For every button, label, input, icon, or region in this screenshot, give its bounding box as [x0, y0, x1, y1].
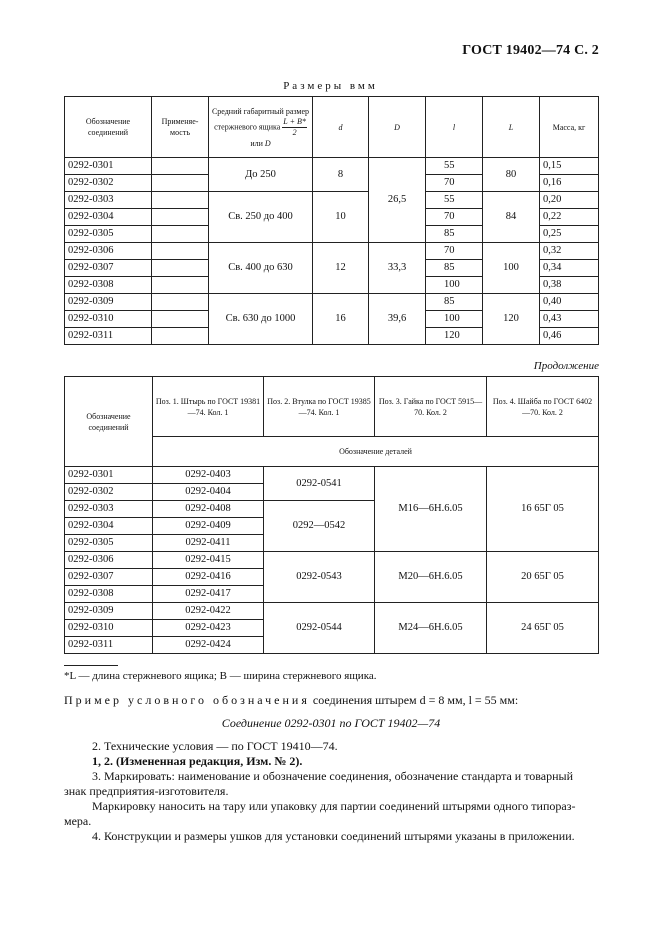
- table-row: [65, 158, 599, 175]
- mass-value: 0,15: [540, 158, 599, 175]
- row-code: 0292-0301: [65, 158, 152, 175]
- washer-code: 20 65Г 05: [487, 552, 599, 603]
- row-code: 0292-0306: [65, 243, 152, 260]
- row-applicability: [152, 311, 209, 328]
- mass-value: 0,32: [540, 243, 599, 260]
- d-value: 10: [313, 192, 369, 243]
- fraction-numerator: L + B*: [283, 116, 306, 126]
- pin-code: 0292-0422: [153, 603, 264, 620]
- row-code: 0292-0311: [65, 637, 153, 654]
- row-code: 0292-0309: [65, 294, 152, 311]
- header-pos4: Поз. 4. Шайба по ГОСТ 6402—70. Кол. 2: [487, 377, 599, 437]
- header-d: d: [313, 97, 369, 158]
- l-value: 70: [426, 243, 483, 260]
- paragraph-4: Маркировку наносить на тару или упаковку для партии соединений штырями одного типораз-мера.: [64, 799, 576, 828]
- header-size-or: или: [250, 138, 263, 148]
- example-designation: Соединение 0292-0301 по ГОСТ 19402—74: [221, 716, 441, 730]
- row-applicability: [152, 328, 209, 345]
- row-applicability: [152, 260, 209, 277]
- mass-value: 0,38: [540, 277, 599, 294]
- header-designation: Обозначение соединений: [65, 377, 153, 467]
- row-code: 0292-0303: [65, 192, 152, 209]
- mass-value: 0,34: [540, 260, 599, 277]
- row-code: 0292-0301: [65, 467, 153, 484]
- row-code: 0292-0302: [65, 484, 153, 501]
- paragraph-3: 3. Маркировать: наименование и обозначение соединения, обозначение стандарта и товарный знак предприятия-изготовителя.: [64, 769, 574, 798]
- footnote: *L — длина стержневого ящика; B — ширина стержневого ящика.: [64, 670, 377, 682]
- table-row: [65, 603, 599, 620]
- header-size-D: D: [264, 138, 271, 148]
- L-value: 80: [483, 158, 540, 192]
- size-range: Св. 250 до 400: [209, 192, 313, 243]
- continuation-label: Продолжение: [533, 360, 599, 372]
- L-value: 100: [483, 243, 540, 294]
- header-l: l: [426, 97, 483, 158]
- pin-code: 0292-0416: [153, 569, 264, 586]
- mass-value: 0,43: [540, 311, 599, 328]
- fraction-denominator: 2: [292, 127, 297, 137]
- row-code: 0292-0307: [65, 260, 152, 277]
- row-code: 0292-0307: [65, 569, 153, 586]
- D-value: 39,6: [369, 294, 426, 345]
- row-code: 0292-0310: [65, 620, 153, 637]
- page-header: ГОСТ 19402—74 С. 2: [462, 43, 599, 58]
- pin-code: 0292-0404: [153, 484, 264, 501]
- table-row: [65, 467, 599, 484]
- pin-code: 0292-0409: [153, 518, 264, 535]
- size-fraction: [282, 117, 307, 138]
- row-code: 0292-0305: [65, 226, 152, 243]
- example-rest: соединения штырем d = 8 мм, l = 55 мм:: [312, 693, 519, 707]
- row-applicability: [152, 243, 209, 260]
- nut-code: M20—6H.6.05: [375, 552, 487, 603]
- bushing-code: 0292-0543: [264, 552, 375, 603]
- washer-code: 24 65Г 05: [487, 603, 599, 654]
- header-pos3: Поз. 3. Гайка по ГОСТ 5915—70. Кол. 2: [375, 377, 487, 437]
- pin-code: 0292-0423: [153, 620, 264, 637]
- row-code: 0292-0309: [65, 603, 153, 620]
- mass-value: 0,40: [540, 294, 599, 311]
- mass-value: 0,25: [540, 226, 599, 243]
- pin-code: 0292-0403: [153, 467, 264, 484]
- d-value: 16: [313, 294, 369, 345]
- row-code: 0292-0304: [65, 518, 153, 535]
- dimensions-table: [64, 96, 599, 345]
- washer-code: 16 65Г 05: [487, 467, 599, 552]
- table-row: [65, 243, 599, 260]
- header-pos2: Поз. 2. Втулка по ГОСТ 19385—74. Кол. 1: [264, 377, 375, 437]
- L-value: 84: [483, 192, 540, 243]
- l-value: 55: [426, 192, 483, 209]
- l-value: 85: [426, 294, 483, 311]
- l-value: 100: [426, 311, 483, 328]
- l-value: 120: [426, 328, 483, 345]
- l-value: 70: [426, 175, 483, 192]
- row-code: 0292-0311: [65, 328, 152, 345]
- paragraph-1: 2. Технические условия — по ГОСТ 19410—74.: [92, 739, 338, 753]
- l-value: 70: [426, 209, 483, 226]
- mass-value: 0,16: [540, 175, 599, 192]
- header-applicability: Применяе-мость: [152, 97, 209, 158]
- paragraph-2: 1, 2. (Измененная редакция, Изм. № 2).: [92, 754, 303, 768]
- l-value: 85: [426, 260, 483, 277]
- mass-value: 0,20: [540, 192, 599, 209]
- row-applicability: [152, 277, 209, 294]
- row-applicability: [152, 209, 209, 226]
- header-size: [209, 97, 313, 158]
- header-L: L: [483, 97, 540, 158]
- pin-code: 0292-0411: [153, 535, 264, 552]
- row-code: 0292-0308: [65, 586, 153, 603]
- table1-caption: Размеры вмм: [283, 80, 378, 92]
- table-row: [65, 192, 599, 209]
- header-designation: Обозначение соединений: [65, 97, 152, 158]
- nut-code: M24—6H.6.05: [375, 603, 487, 654]
- size-range: Св. 630 до 1000: [209, 294, 313, 345]
- table-row: [65, 552, 599, 569]
- example-heading: Пример условного обозначения: [64, 693, 310, 707]
- l-value: 85: [426, 226, 483, 243]
- mass-value: 0,46: [540, 328, 599, 345]
- parts-table: [64, 376, 599, 654]
- row-applicability: [152, 158, 209, 175]
- header-pos1: Поз. 1. Штырь по ГОСТ 19381—74. Кол. 1: [153, 377, 264, 437]
- header-size-text: Средний габаритный размер стержневого ящика: [211, 106, 310, 131]
- bushing-code: 0292—0542: [264, 501, 375, 552]
- pin-code: 0292-0415: [153, 552, 264, 569]
- pin-code: 0292-0408: [153, 501, 264, 518]
- pin-code: 0292-0424: [153, 637, 264, 654]
- row-code: 0292-0306: [65, 552, 153, 569]
- bushing-code: 0292-0541: [264, 467, 375, 501]
- table-row: [65, 294, 599, 311]
- bushing-code: 0292-0544: [264, 603, 375, 654]
- D-value: 33,3: [369, 243, 426, 294]
- pin-code: 0292-0417: [153, 586, 264, 603]
- header-mass: Масса, кг: [540, 97, 599, 158]
- mass-value: 0,22: [540, 209, 599, 226]
- row-code: 0292-0304: [65, 209, 152, 226]
- header-details: Обозначение деталей: [153, 437, 599, 467]
- row-applicability: [152, 294, 209, 311]
- row-applicability: [152, 226, 209, 243]
- l-value: 100: [426, 277, 483, 294]
- paragraph-5: 4. Конструкции и размеры ушков для установки соединений штырями указаны в приложении.: [92, 829, 575, 843]
- example-line: [64, 693, 598, 708]
- D-value: 26,5: [369, 158, 426, 243]
- row-applicability: [152, 192, 209, 209]
- size-range: До 250: [209, 158, 313, 192]
- d-value: 8: [313, 158, 369, 192]
- nut-code: M16—6H.6.05: [375, 467, 487, 552]
- size-range: Св. 400 до 630: [209, 243, 313, 294]
- L-value: 120: [483, 294, 540, 345]
- row-code: 0292-0310: [65, 311, 152, 328]
- row-code: 0292-0308: [65, 277, 152, 294]
- footnote-divider: [64, 665, 118, 666]
- row-code: 0292-0302: [65, 175, 152, 192]
- row-code: 0292-0303: [65, 501, 153, 518]
- d-value: 12: [313, 243, 369, 294]
- header-D: D: [369, 97, 426, 158]
- l-value: 55: [426, 158, 483, 175]
- row-applicability: [152, 175, 209, 192]
- row-code: 0292-0305: [65, 535, 153, 552]
